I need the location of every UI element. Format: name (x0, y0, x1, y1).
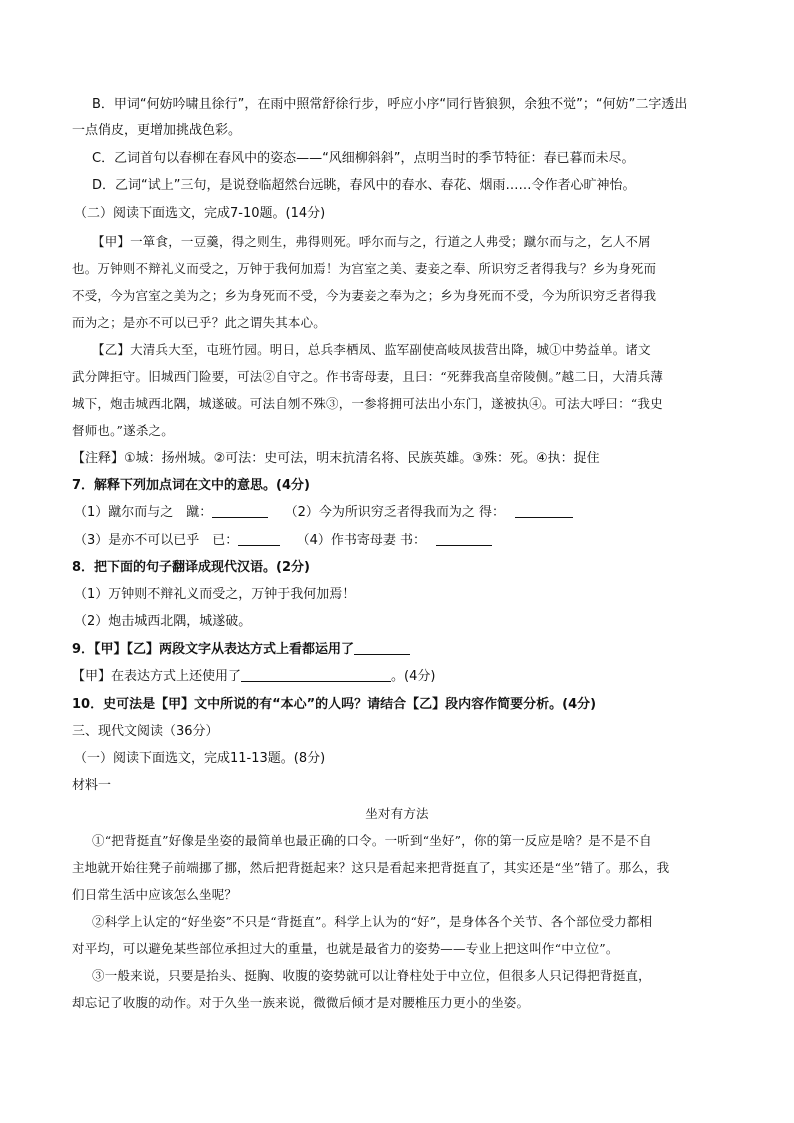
question-9 (72, 641, 410, 659)
annotation-note: 【注释】①城：扬州城。②可法：史可法，明末抗清名将、民族英雄。③殊：死。④执：捉住 (72, 451, 600, 466)
article-title: 坐对有方法 (365, 806, 429, 821)
q9-prompt: 9．【甲】【乙】两段文字从表达方式上看都运用了 (72, 642, 355, 657)
answer-blank[interactable] (212, 504, 268, 518)
answer-blank[interactable] (241, 668, 391, 682)
answer-blank[interactable] (515, 504, 573, 518)
question-8: 8．把下面的句子翻译成现代汉语。(2分) (72, 560, 310, 575)
q9-prompt-2: 【甲】在表达方式上还使用了 (72, 669, 242, 684)
paragraph-1-line-3: 们日常生活中应该怎么坐呢？ (72, 887, 238, 902)
paragraph-2-line-2: 对平均，可以避免某些部位承担过大的重量，也就是最省力的姿势——专业上把这叫作“中立位”。 (72, 941, 619, 956)
q7-row-1 (74, 504, 573, 522)
section-3-subheading: （一）阅读下面选文，完成11-13题。(8分) (74, 751, 326, 766)
jia-line-3: 不受，今为宫室之美为之；乡为身死而不受，今为妻妾之奉为之；乡为身死而不受，今为所识穷乏者得我 (72, 288, 657, 303)
question-9-part-2 (72, 668, 435, 686)
paragraph-3-line-2: 却忘记了收腹的动作。对于久坐一族来说，微微后倾才是对腰椎压力更小的坐姿。 (72, 995, 530, 1010)
yi-line-2: 武分陴拒守。旧城西门险要，可法②自守之。作书寄母妻，且曰：“死葬我高皇帝陵侧。”越二日，大清兵薄 (72, 369, 664, 384)
question-10: 10．史可法是【甲】文中所说的有“本心”的人吗？请结合【乙】段内容作简要分析。(4分) (72, 697, 597, 712)
q9-score: 。(4分) (391, 669, 436, 684)
yi-line-4: 督师也。”遂杀之。 (72, 423, 174, 438)
answer-blank[interactable] (436, 532, 492, 546)
question-7: 7．解释下列加点词在文中的意思。(4分) (72, 478, 310, 493)
paragraph-1-line-2: 主地就开始往凳子前端挪了挪，然后把背挺起来？这只是看起来把背挺直了，其实还是“坐”错了。那么，我 (72, 860, 670, 875)
jia-line-1: 【甲】一箪食，一豆羹，得之则生，弗得则死。呼尔而与之，行道之人弗受；蹴尔而与之，乞人不屑 (92, 234, 651, 249)
section-3-heading: 三、现代文阅读（36分） (72, 724, 219, 739)
yi-line-3: 城下，炮击城西北隅，城遂破。可法自刎不殊③，一参将拥可法出小东门，遂被执④。可法大呼曰：“我史 (72, 396, 663, 411)
choice-b-line-2: 一点俏皮，更增加挑战色彩。 (72, 123, 242, 138)
q7-row-2 (74, 532, 492, 550)
answer-blank[interactable] (354, 641, 410, 655)
choice-c: C．乙词首句以春柳在春风中的姿态——“风细柳斜斜”，点明当时的季节特征：春已暮而未尽。 (92, 151, 635, 166)
q7-item-3: （3）是亦不可以已乎 已： (74, 533, 239, 548)
paragraph-3-line-1: ③一般来说，只要是抬头、挺胸、收腹的姿势就可以让脊柱处于中立位，但很多人只记得把背挺直， (92, 968, 651, 983)
q7-item-2: （2）今为所识穷乏者得我而为之 得： (284, 505, 505, 520)
paragraph-1-line-1: ①“把背挺直”好像是坐姿的最简单也最正确的口令。一听到“坐好”，你的第一反应是啥？是不是不自 (92, 833, 652, 848)
jia-line-4: 而为之；是亦不可以已乎？此之谓失其本心。 (72, 315, 327, 330)
q8-sentence-2: （2）炮击城西北隅，城遂破。 (74, 614, 252, 629)
answer-blank[interactable] (238, 532, 280, 546)
yi-line-1: 【乙】大清兵大至，屯班竹园。明日，总兵李栖凤、监军副使高岐凤拔营出降，城①中势益单。诸文 (92, 342, 651, 357)
jia-line-2: 也。万钟则不辩礼义而受之，万钟于我何加焉！为宫室之美、妻妾之奉、所识穷乏者得我与？乡为身死而 (72, 261, 657, 276)
paragraph-2-line-1: ②科学上认定的“好坐姿”不只是“背挺直”。科学上认为的“好”，是身体各个关节、各个部位受力都相 (92, 914, 653, 929)
choice-b-line-1: B．甲词“何妨吟啸且徐行”，在雨中照常舒徐行步，呼应小序“同行皆狼狈，余独不觉”；“何妨”二字透出 (92, 97, 688, 112)
choice-d: D．乙词“试上”三句，是说登临超然台远眺，春风中的春水、春花、烟雨……令作者心旷神怡。 (92, 178, 636, 193)
material-label: 材料一 (72, 778, 112, 793)
q8-sentence-1: （1）万钟则不辩礼义而受之，万钟于我何加焉！ (74, 587, 356, 602)
q7-item-4: （4）作书寄母妻 书： (296, 533, 426, 548)
q7-item-1: （1）蹴尔而与之 蹴： (74, 505, 213, 520)
section-2-heading: （二）阅读下面选文，完成7-10题。(14分) (74, 206, 326, 221)
